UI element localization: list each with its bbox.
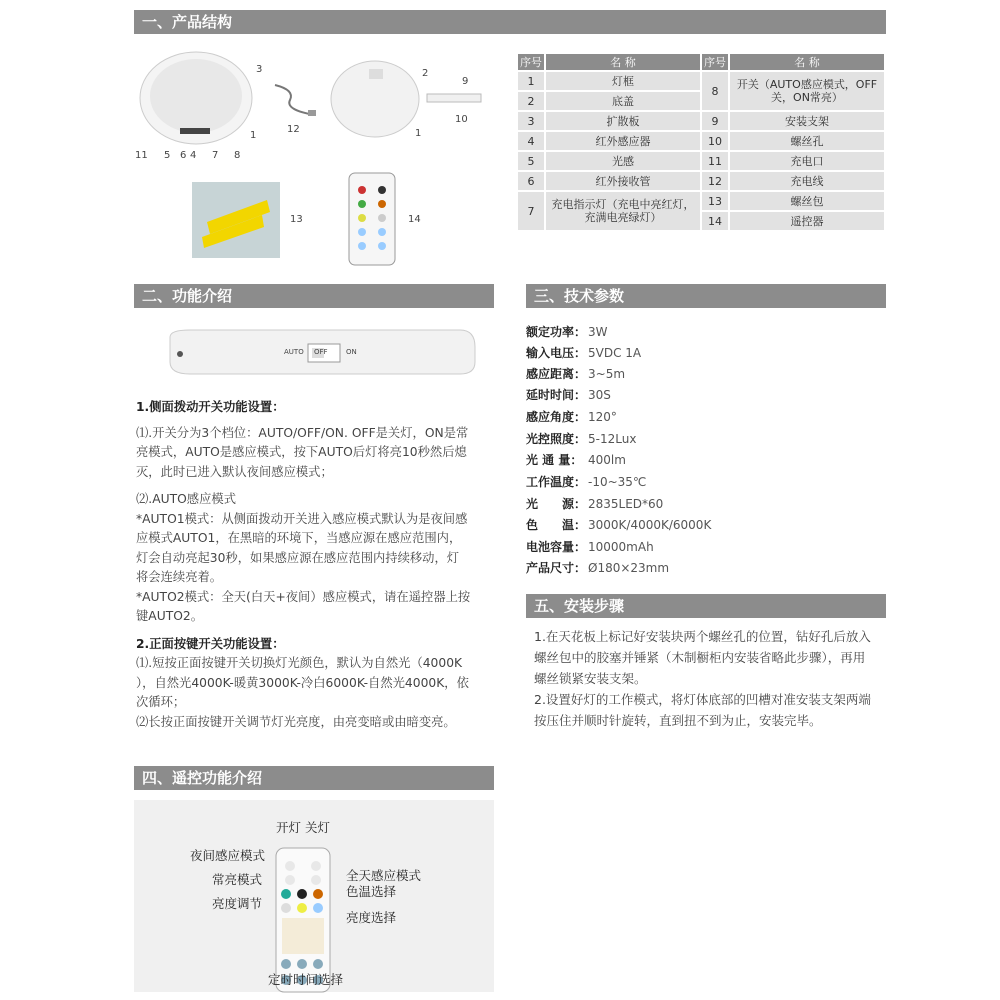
spec-row <box>526 494 663 514</box>
function-line: 将会连续亮着。 <box>136 570 223 584</box>
section-remote-header: 四、遥控功能介绍 <box>134 766 494 790</box>
function-line: 亮模式，AUTO是感应模式，按下AUTO后灯将亮10秒然后熄 <box>136 445 467 459</box>
callout-1b: 1 <box>415 128 422 139</box>
function-line: 灭，此时已进入默认夜间感应模式； <box>136 464 333 479</box>
spec-value: 3000K/4000K/6000K <box>588 518 712 532</box>
callout-3: 3 <box>256 64 263 75</box>
cell: 光感 <box>546 152 700 170</box>
cell: 充电口 <box>730 152 884 170</box>
parts-table <box>516 52 886 232</box>
table-row <box>518 132 884 150</box>
remote-image <box>348 172 398 268</box>
cell: 3 <box>518 112 544 130</box>
spec-key: 光 源： <box>526 497 587 511</box>
header-no-2: 序号 <box>704 56 726 69</box>
spec-row <box>526 450 626 470</box>
function-line: 键AUTO2。 <box>136 609 204 623</box>
spec-row <box>526 322 608 342</box>
header-name: 名 称 <box>546 54 700 70</box>
table-row <box>518 152 884 170</box>
spec-value: 30S <box>588 388 611 402</box>
spec-key: 输入电压： <box>526 346 587 360</box>
cell: 11 <box>702 152 728 170</box>
function-heading-2: 2.正面按键开关功能设置： <box>136 636 285 651</box>
cell: 6 <box>518 172 544 190</box>
callout-1: 1 <box>250 130 257 141</box>
install-line: 1.在天花板上标记好安装块两个螺丝孔的位置，钻好孔后放入 <box>534 629 871 644</box>
spec-key: 感应角度： <box>526 410 587 424</box>
callout-2: 2 <box>422 68 429 79</box>
spec-row <box>526 364 625 384</box>
spec-value: 5-12Lux <box>588 432 637 446</box>
spec-value: 120° <box>588 410 617 424</box>
spec-value: 2835LED*60 <box>588 497 664 511</box>
label-timer: 定时时间选择 <box>268 972 344 987</box>
mounting-bracket-image <box>425 88 485 108</box>
label-color-temp: 色温选择 <box>346 884 397 899</box>
label-brightness-adjust: 亮度调节 <box>212 896 263 911</box>
callout-4: 4 <box>190 150 197 161</box>
label-on-off: 开灯 关灯 <box>276 820 330 835</box>
header-no: 序号 <box>520 56 542 69</box>
table-row <box>518 112 884 130</box>
switch-label-off: OFF <box>314 348 328 356</box>
function-text <box>136 398 496 732</box>
spec-value: 400lm <box>588 453 626 467</box>
spec-key: 额定功率： <box>526 325 587 339</box>
label-allday-mode: 全天感应模式 <box>346 868 422 883</box>
function-line: ⑵.AUTO感应模式 <box>136 492 236 506</box>
charging-cable-image <box>270 80 320 120</box>
spec-key: 光控照度： <box>526 432 587 446</box>
function-line: 次循环； <box>136 695 186 709</box>
function-line: ⑴.开关分为3个档位：AUTO/OFF/ON. OFF是关灯，ON是常 <box>136 425 469 440</box>
cell: 8 <box>702 72 728 110</box>
cell: 2 <box>518 92 544 110</box>
spec-key: 感应距离： <box>526 367 587 381</box>
screw-pack-image <box>192 182 280 258</box>
section-structure-header: 一、产品结构 <box>134 10 886 34</box>
header-name-2: 名 称 <box>730 54 884 70</box>
section-install-header: 五、安装步骤 <box>526 594 886 618</box>
cell: 充电指示灯（充电中亮红灯，充满电亮绿灯） <box>546 192 700 230</box>
callout-10: 10 <box>455 114 468 125</box>
spec-value: 10000mAh <box>588 540 654 554</box>
cell: 安装支架 <box>730 112 884 130</box>
spec-value: -10~35℃ <box>588 475 647 489</box>
cell: 灯框 <box>546 72 700 90</box>
section-tech-header: 三、技术参数 <box>526 284 886 308</box>
callout-14: 14 <box>408 214 421 225</box>
label-brightness-select: 亮度选择 <box>346 910 397 925</box>
function-line: ⑵长按正面按键开关调节灯光亮度，由亮变暗或由暗变亮。 <box>136 714 456 729</box>
cell: 螺丝孔 <box>730 132 884 150</box>
callout-9: 9 <box>462 76 469 87</box>
cell: 充电线 <box>730 172 884 190</box>
spec-key: 延时时间： <box>526 388 587 402</box>
callout-7: 7 <box>212 150 219 161</box>
cell: 螺丝包 <box>730 192 884 210</box>
spec-row <box>526 472 646 492</box>
spec-key: 工作温度： <box>526 475 587 489</box>
callout-6: 6 <box>180 150 187 161</box>
spec-key: 色 温： <box>526 518 587 532</box>
install-line: 螺丝包中的胶塞并锤紧（木制橱柜内安装省略此步骤），再用 <box>534 650 866 665</box>
function-line: ），自然光4000K-暖黄3000K-冷白6000K-自然光4000K，依 <box>136 675 469 690</box>
cell: 14 <box>702 212 728 230</box>
cell: 10 <box>702 132 728 150</box>
spec-value: 3W <box>588 325 608 339</box>
cell: 红外接收管 <box>546 172 700 190</box>
cell: 4 <box>518 132 544 150</box>
spec-value: Ø180×23mm <box>588 561 670 575</box>
callout-12: 12 <box>287 124 300 135</box>
spec-value: 3~5m <box>588 367 626 381</box>
cell: 红外感应器 <box>546 132 700 150</box>
table-row <box>518 172 884 190</box>
cell: 遥控器 <box>730 212 884 230</box>
function-line: 灯会自动亮起30秒，如果感应源在感应范围内持续移动，灯 <box>136 550 460 565</box>
cell: 5 <box>518 152 544 170</box>
cell: 13 <box>702 192 728 210</box>
cell: 9 <box>702 112 728 130</box>
parts-table-header <box>518 54 884 70</box>
callout-5: 5 <box>164 150 171 161</box>
table-row <box>518 72 884 90</box>
callout-13: 13 <box>290 214 303 225</box>
install-line: 2.设置好灯的工作模式，将灯体底部的凹槽对准安装支架两端 <box>534 692 871 707</box>
install-line: 螺丝锁紧安装支架。 <box>534 671 647 686</box>
function-line: *AUTO1模式：从侧面拨动开关进入感应模式默认为是夜间感 <box>136 511 468 526</box>
switch-label-auto: AUTO <box>284 348 304 356</box>
cell: 开关（AUTO感应模式，OFF关，ON常亮） <box>730 72 884 110</box>
label-always-on: 常亮模式 <box>212 872 263 887</box>
cell: 扩散板 <box>546 112 700 130</box>
install-line: 按压住并顺时针旋转，直到扭不到为止，安装完毕。 <box>534 713 822 728</box>
function-line: ⑴.短按正面按键开关切换灯光颜色，默认为自然光（4000K <box>136 656 463 670</box>
spec-row <box>526 343 641 363</box>
spec-row <box>526 429 636 449</box>
spec-key: 电池容量： <box>526 540 587 554</box>
lamp-front-image <box>130 50 270 160</box>
callout-11: 11 <box>135 150 148 161</box>
spec-row <box>526 537 654 557</box>
spec-row <box>526 385 611 405</box>
function-line: *AUTO2模式：全天(白天+夜间）感应模式，请在遥控器上按 <box>136 589 471 604</box>
callout-8: 8 <box>234 150 241 161</box>
spec-value: 5VDC 1A <box>588 346 642 360</box>
spec-key: 产品尺寸： <box>526 561 587 575</box>
cell: 12 <box>702 172 728 190</box>
spec-row <box>526 515 711 535</box>
cell: 1 <box>518 72 544 90</box>
function-line: 应模式AUTO1，在黑暗的环境下，当感应源在感应范围内， <box>136 531 462 545</box>
spec-key: 光 通 量： <box>526 453 583 467</box>
table-row <box>518 192 884 210</box>
section-function-header: 二、功能介绍 <box>134 284 494 308</box>
cell: 7 <box>518 192 544 230</box>
switch-label-on: ON <box>346 348 357 356</box>
install-text <box>534 626 894 731</box>
spec-row <box>526 407 617 427</box>
label-night-mode: 夜间感应模式 <box>190 848 266 863</box>
cell: 底盖 <box>546 92 700 110</box>
function-heading-1: 1.侧面拨动开关功能设置： <box>136 400 285 414</box>
spec-row <box>526 558 669 578</box>
lamp-back-image <box>325 55 425 145</box>
